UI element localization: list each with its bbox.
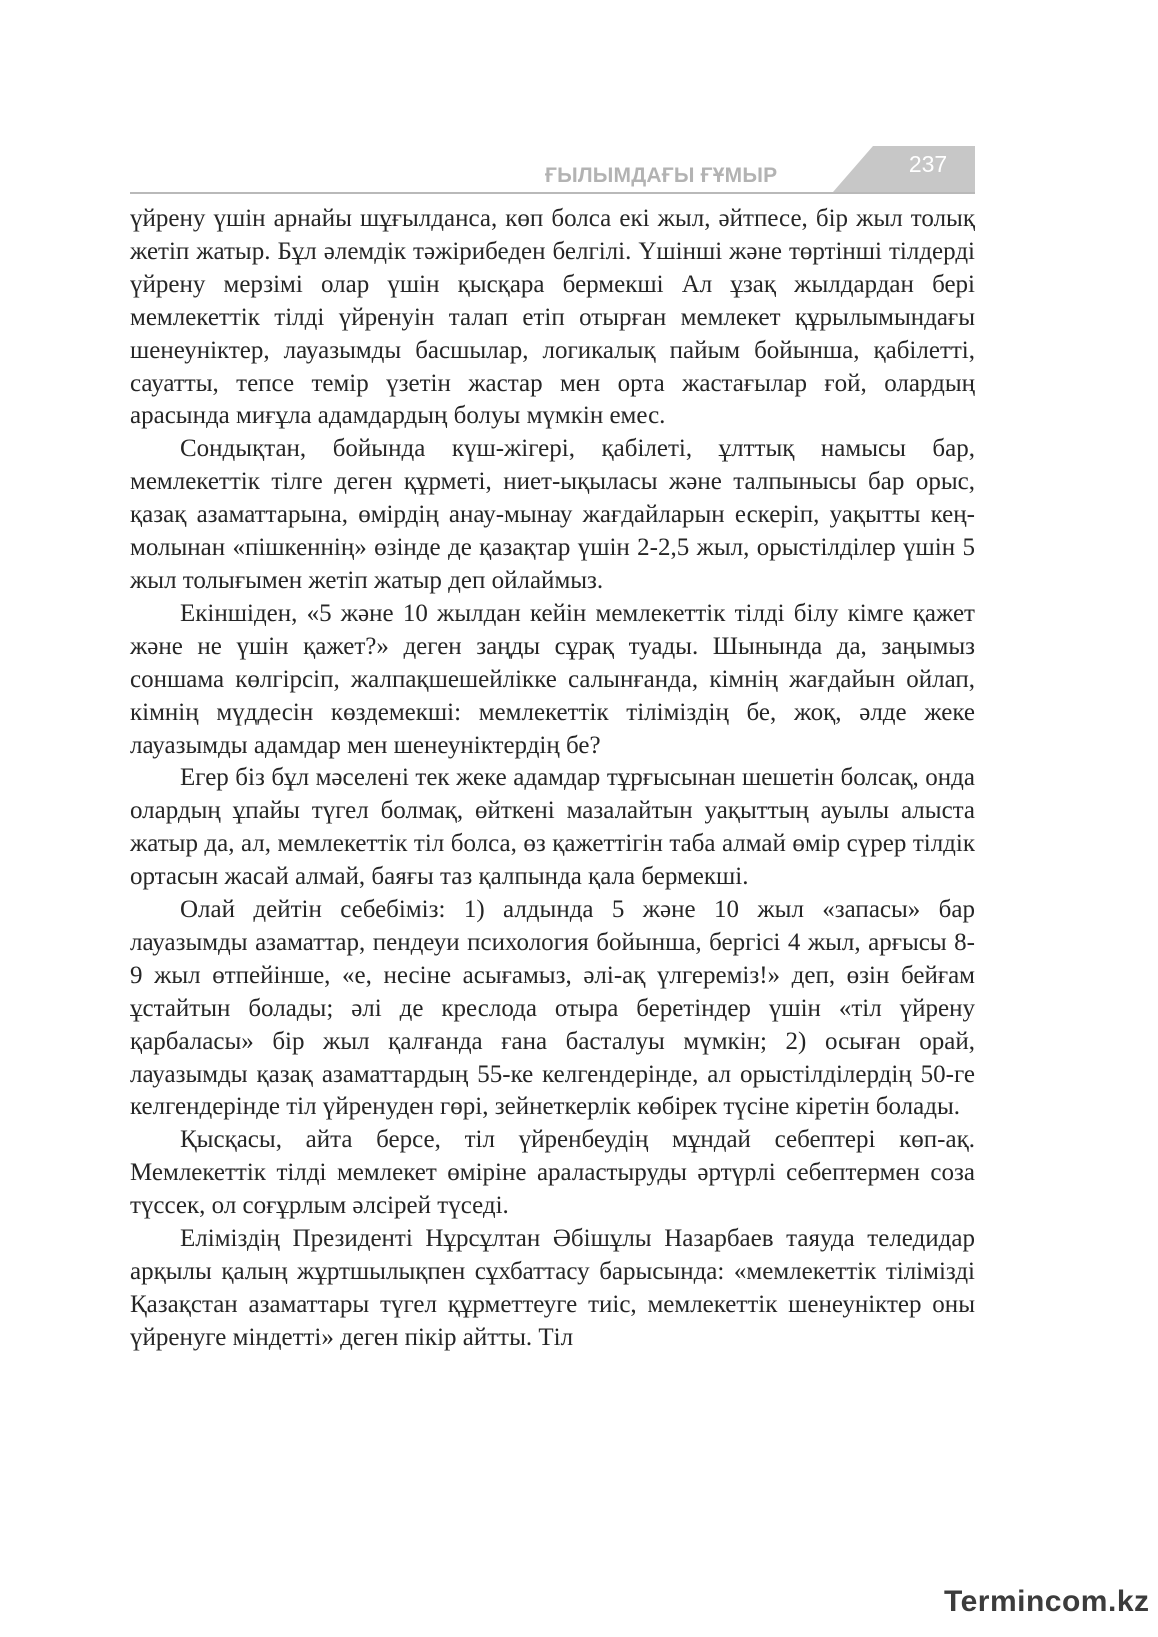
paragraph: Екіншіден, «5 және 10 жылдан кейін мемлекеттік тілді білу кімге қажет және не үшін қажет?» деген заңды сұрақ туады. Шынында да, заңымыз соншама көлгірсіп, жалпақшешейлікке салынғанда, кімнің жағдайын ойлап, кімнің мүддесін көздемекші: мемлекеттік тіліміздің бе, жоқ, әлде жеке лауазымды адамдар мен шенеуніктердің бе?: [130, 599, 975, 759]
body-text: [130, 203, 975, 1355]
paragraph: Еліміздің Президенті Нұрсұлтан Әбішұлы Назарбаев таяуда теледидар арқылы қалың жұртшылықпен сұхбаттасу барысында: «мемлекеттік тілімізді Қазақстан азаматтары түгел құрметтеуге тиіс, мемлекеттік шенеуніктер оны үйренуге міндетті» деген пікір айтты. Тіл: [130, 1225, 975, 1351]
paragraph: Сондықтан, бойында күш-жігері, қабілеті, ұлттық намысы бар, мемлекеттік тілге деген құрметі, ниет-ықыласы және талпынысы бар орыс, қазақ азаматтарына, өмірдің анау-мынау жағдайларын ескеріп, уақытты кең-молынан «пішкеннің» өзінде де қазақтар үшін 2-2,5 жыл, орыстілділер үшін 5 жыл толығымен жетіп жатыр деп ойлаймыз.: [130, 435, 975, 594]
site-watermark: Termincom.kz: [944, 1585, 1150, 1618]
paragraph: Қысқасы, айта берсе, тіл үйренбеудің мұндай себептері көп-ақ. Мемлекеттік тілді мемлекет өміріне араластыруды әртүрлі себептермен соза түссек, ол соғұрлым әлсірей түседі.: [130, 1126, 975, 1220]
paragraph: үйрену үшін арнайы шұғылданса, көп болса екі жыл, әйтпесе, бір жыл толық жетіп жатыр. Бұл әлемдік тәжірибеден белгілі. Үшінші және төртінші тілдерді үйрену мерзімі олар үшін қысқара бермекші Ал ұзақ жылдардан бері мемлекеттік тілді үйренуін талап етіп отырған мемлекет құрылымындағы шенеуніктер, лауазымды басшылар, логикалық пайым бойынша, қабілетті, сауатты, тепсе темір үзетін жастар мен орта жастағылар ғой, олардың арасында миғұла адамдардың болуы мүмкін емес.: [130, 205, 975, 430]
page-number: 237: [908, 151, 948, 177]
header-rule: [130, 192, 975, 194]
running-title: ҒЫЛЫМДАҒЫ ҒҰМЫР: [545, 164, 778, 187]
running-header: [130, 146, 975, 194]
paragraph: Олай дейтін себебіміз: 1) алдында 5 және 10 жыл «запасы» бар лауазымды азаматтар, пендеуи психология бойынша, бергісі 4 жыл, арғысы 8-9 жыл өтпейінше, «е, несіне асығамыз, әлі-ақ үлгереміз!» деп, өзін бейғам ұстайтын болады; әлі де креслода отыра беретіндер үшін «тіл үйрену қарбаласы» бір жыл қалғанда ғана басталуы мүмкін; 2) осыған орай, лауазымды қазақ азаматтардың 55-ке келгендерінде, ал орыстілділердің 50-ге келгендерінде тіл үйренуден гөрі, зейнеткерлік көбірек түсіне кіретін болады.: [130, 896, 975, 1121]
paragraph: Егер біз бұл мәселені тек жеке адамдар тұрғысынан шешетін болсақ, онда олардың ұпайы түгел болмақ, өйткені мазалайтын уақыттың ауылы алыста жатыр да, ал, мемлекеттік тіл болса, өз қажеттігін таба алмай өмір сүрер тілдік ортасын жасай алмай, баяғы таз қалпында қала бермекші.: [130, 764, 975, 891]
